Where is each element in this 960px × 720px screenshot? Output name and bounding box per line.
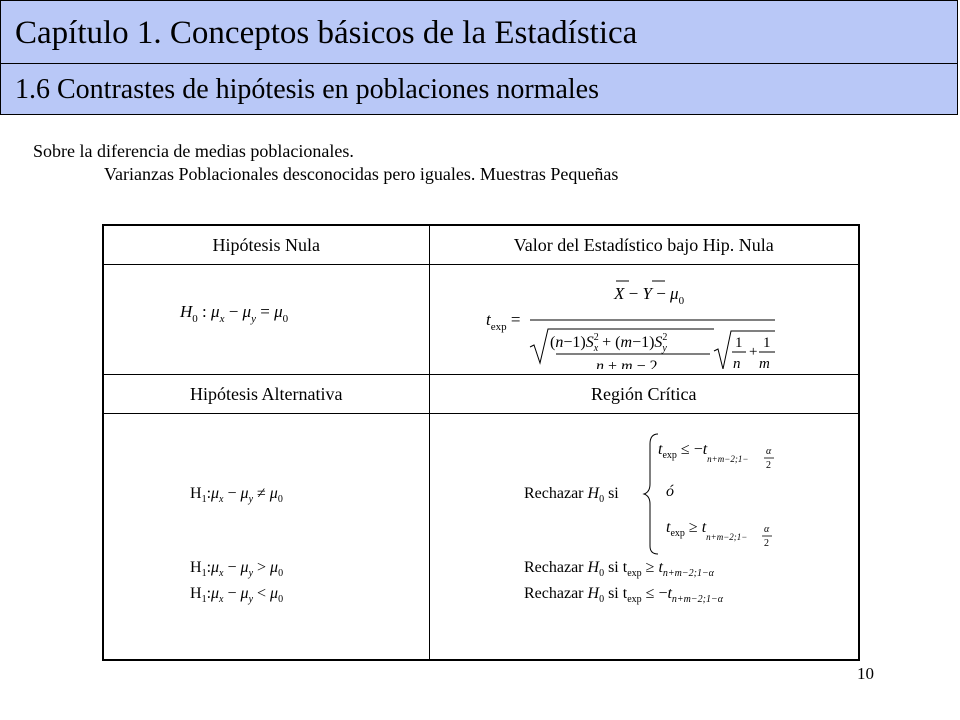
- svg-text:n: n: [732, 356, 740, 369]
- chapter-title-band: [0, 0, 958, 64]
- intro-line-2: Varianzas Poblacionales desconocidas pero iguales. Muestras Pequeñas: [104, 164, 619, 184]
- header-alt-hypothesis: Hipótesis Alternativa: [103, 375, 429, 414]
- alt-hypothesis-cell: [103, 414, 429, 661]
- svg-text:texp ≥ tn+m−2;1−: $t_{exp} \ge t_{n+m-2;1-}$: [665, 519, 747, 542]
- svg-text:texp ≤ −tn+m−2;1−: $t_{exp} \le -t_{n+m-2;1-}$: [657, 441, 748, 464]
- o-label: ó: [665, 483, 674, 500]
- rechazar-label-3: Rechazar: [523, 585, 584, 602]
- t-statistic-formula: [430, 265, 860, 369]
- section-title: 1.6 Contrastes de hipótesis en poblaciones normales: [15, 74, 599, 105]
- svg-text:n + m − 2: n + m − 2: [595, 358, 658, 369]
- section-title-band: [0, 64, 958, 115]
- si-label-2: si: [607, 559, 619, 576]
- svg-text:Rechazar H0 si texp ≤ −tn+m−2;: Rechazar $H_0$ si $t_{exp} \le -t_{n+m-2;1-\alpha}$: [523, 585, 723, 605]
- si-label-3: si: [607, 585, 619, 602]
- svg-text:1: 1: [762, 335, 770, 351]
- svg-text:2: 2: [763, 538, 769, 549]
- svg-text:α: α: [763, 524, 769, 535]
- page-number: 10: [857, 664, 874, 683]
- header-null-hypothesis: Hipótesis Nula: [103, 225, 429, 265]
- svg-text:1: 1: [734, 335, 742, 351]
- svg-text:(n−1)S2x + (m−1)S2y: $(n-1)S^2$ $x + (m-1)S^2$ y: [549, 332, 667, 354]
- svg-text:2: 2: [765, 460, 771, 471]
- svg-text:Rechazar H0 si texp ≥ tn+m−2;1: Rechazar $H_0$ si $t_{exp} \ge t_{n+m-2;1-\alpha}$: [523, 559, 714, 579]
- svg-text:H1:μx − μy > μ0: $H_1:\mu_x - \mu_y > \mu_0$: [190, 559, 284, 579]
- alt-hypothesis-formulas: [104, 414, 430, 654]
- svg-text:Rechazar H0 si: Rechazar $H_0$ si: [523, 485, 619, 505]
- header-critical-region: Región Crítica: [429, 375, 859, 414]
- svg-text:X − Y − μ0: $X - Y - \mu_0$: [613, 284, 684, 307]
- header-statistic: Valor del Estadístico bajo Hip. Nula: [429, 225, 859, 265]
- svg-text:H1:μx − μy ≠ μ0: $H_1:\mu_x - \mu_y \ne \mu_0$: [190, 485, 283, 505]
- null-hypothesis-formula: [104, 265, 430, 369]
- rechazar-label-2: Rechazar: [523, 559, 584, 576]
- null-hypothesis-cell: [103, 265, 429, 375]
- svg-text:H1:μx − μy < μ0: $H_1:\mu_x - \mu_y < \mu_0$: [190, 585, 284, 605]
- svg-text:α: α: [765, 446, 771, 457]
- critical-region-cell: [429, 414, 859, 661]
- rechazar-label-1: Rechazar: [523, 485, 584, 502]
- statistic-cell: [429, 265, 859, 375]
- svg-text:texp =: $t_{exp}$ =: [485, 310, 520, 333]
- svg-text:m: m: [758, 356, 770, 369]
- critical-region-formulas: [430, 414, 860, 654]
- intro-line-1: Sobre la diferencia de medias poblacionales.: [33, 141, 354, 161]
- hypothesis-table: [102, 224, 860, 661]
- si-label-1: si: [607, 485, 619, 502]
- svg-text:+: +: [748, 344, 757, 360]
- chapter-title: Capítulo 1. Conceptos básicos de la Estadística: [15, 15, 638, 51]
- svg-text:H0 : μx − μy = μ0: $H_0$ : $\mu_x - \mu_y = \mu_0$: [180, 302, 289, 325]
